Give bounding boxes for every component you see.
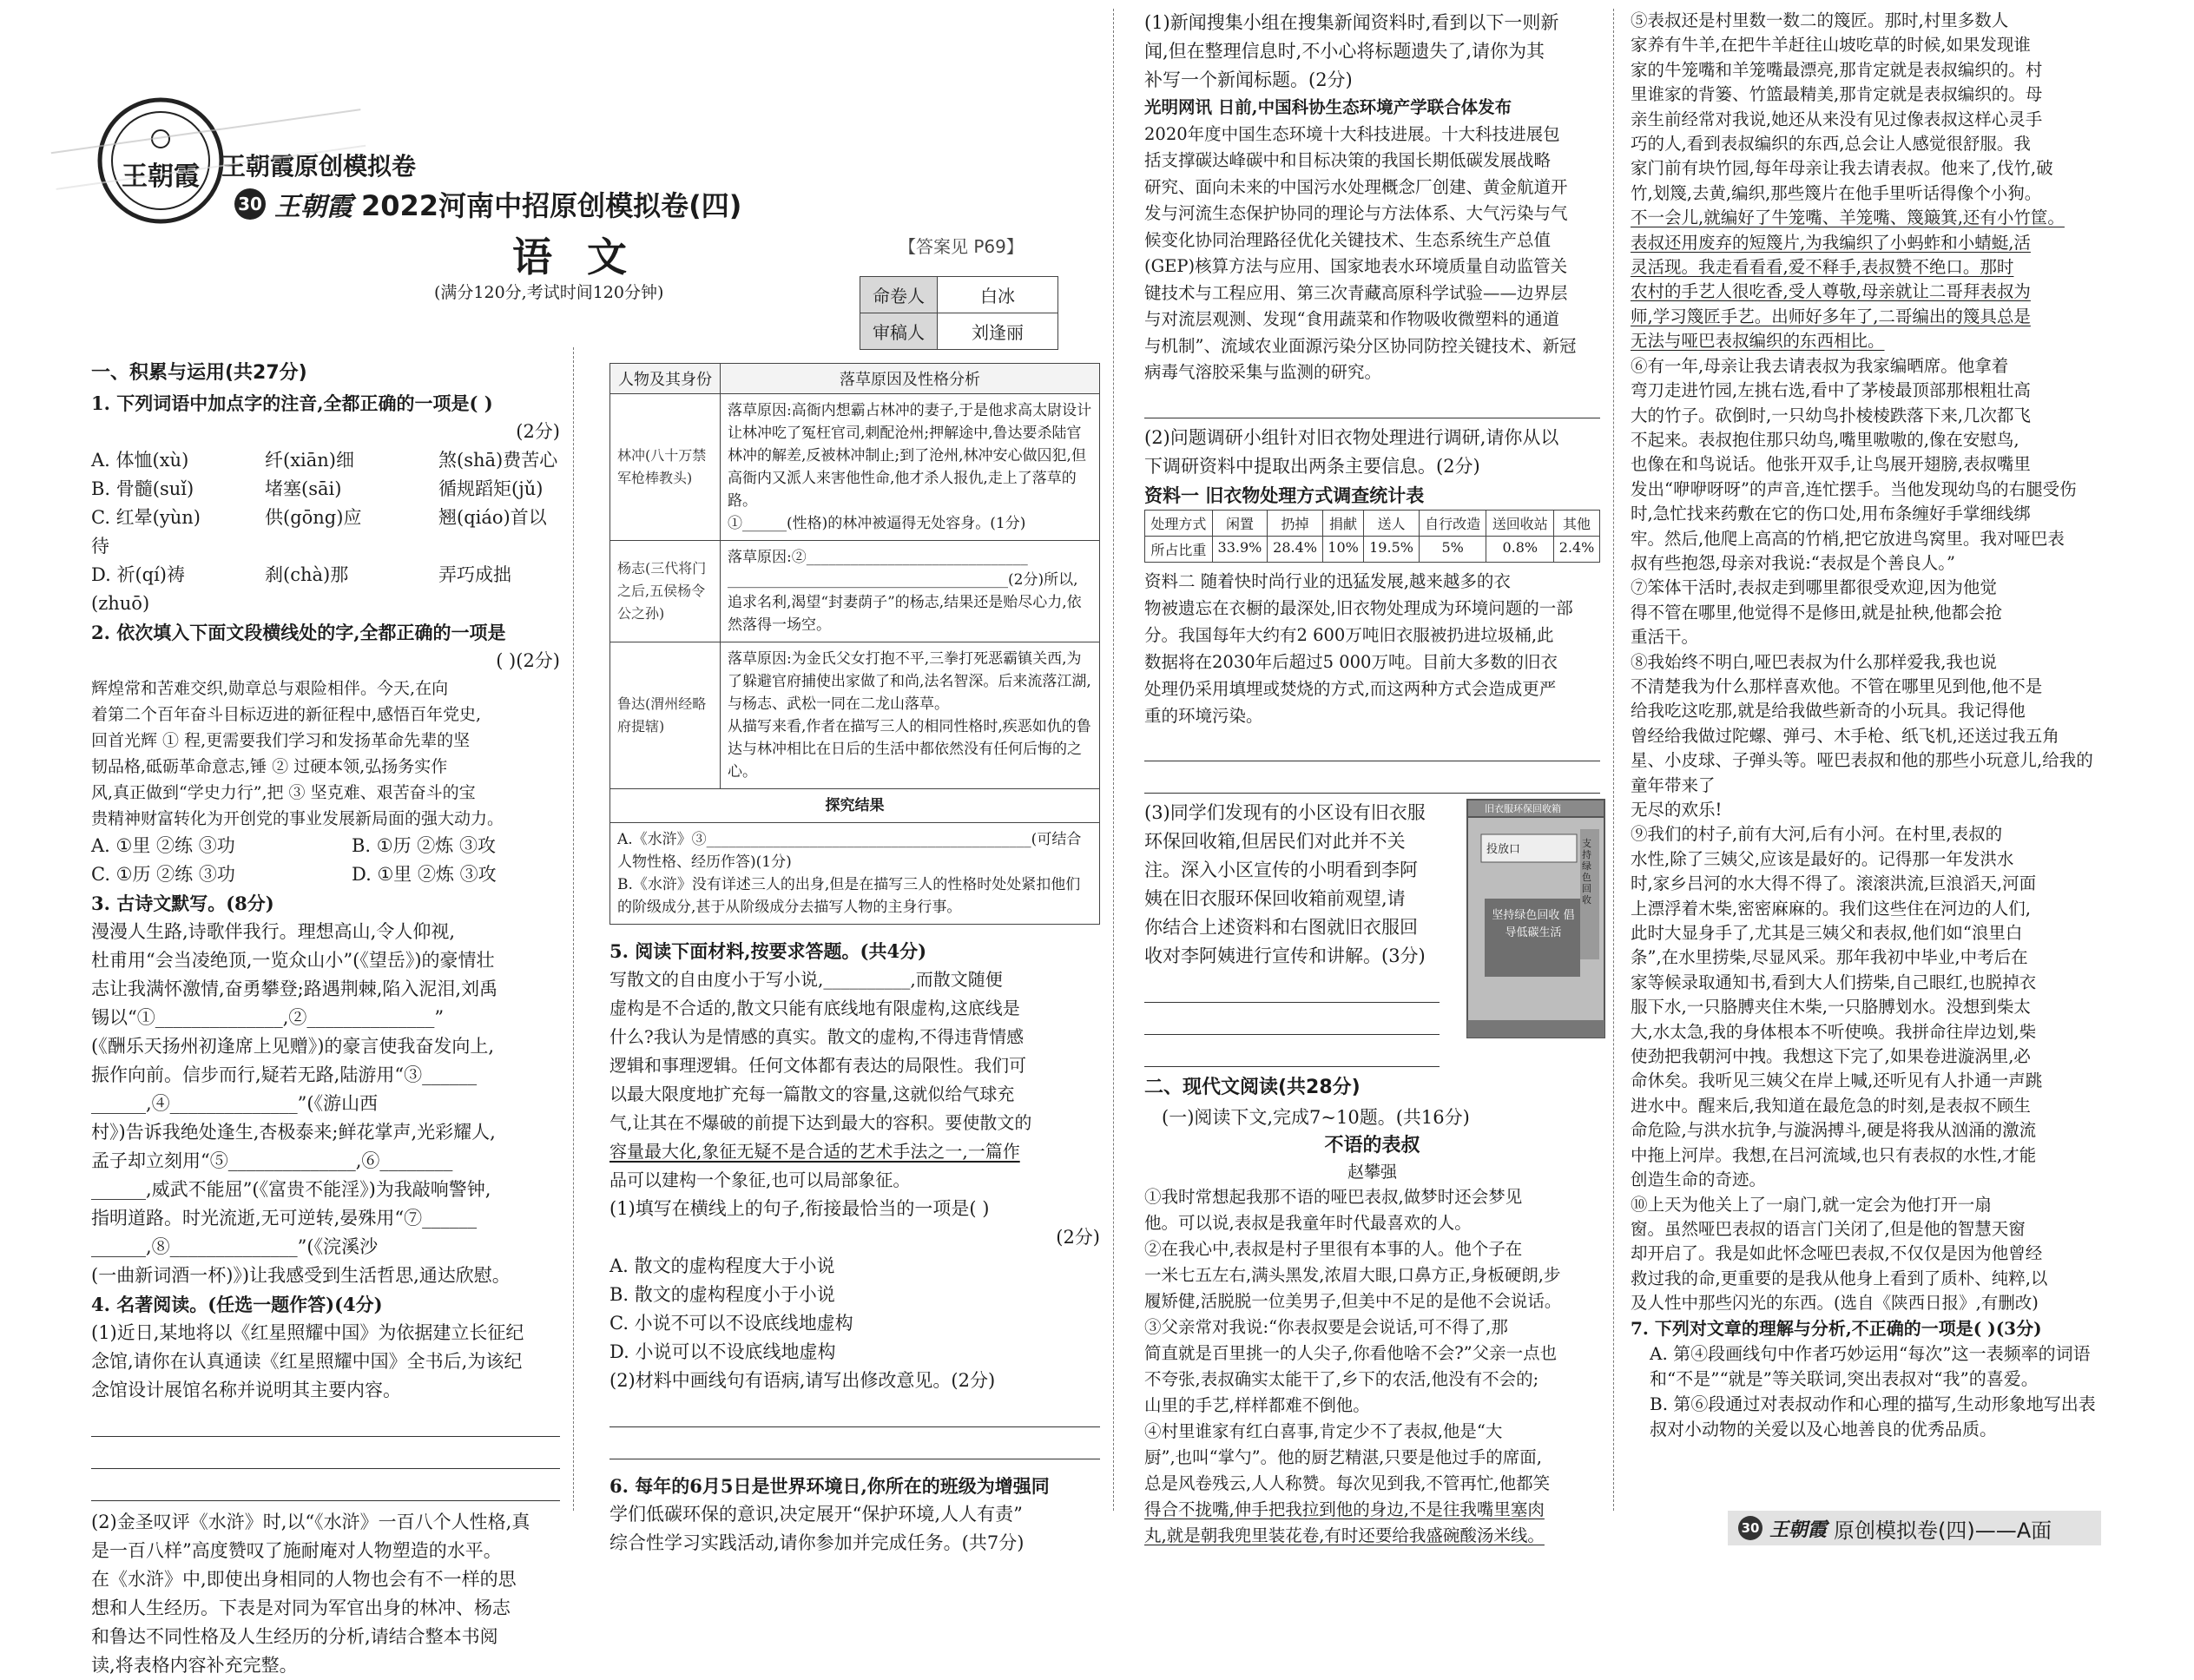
brand-mark: 王朝霞 <box>274 192 352 222</box>
bin-side-label: 支持绿色回收 <box>1582 838 1591 906</box>
footer-text: 原创模拟卷(四)——A面 <box>1834 1518 2052 1543</box>
question-line: (3)同学们发现有的小区设有旧衣服 <box>1144 801 1426 823</box>
story-line-underlined: 农村的手艺人很吃香,受人尊敬,母亲就让二哥拜表叔为 <box>1631 281 2031 302</box>
story-line: 却开启了。我是如此怀念哑巴表叔,不仅仅是因为他曾经 <box>1631 1243 2043 1264</box>
survey-cell: 19.5% <box>1364 536 1420 562</box>
question-line: 学们低碳环保的意识,决定展开“保护环境,人人有责” <box>609 1504 1023 1525</box>
q1-option-word: 堵塞(sāi) <box>265 478 342 499</box>
bin-slot-label: 投放口 <box>1486 843 1521 856</box>
subject-title: 语 文 <box>512 234 638 280</box>
passage-line: 写散文的自由度小于写小说,__________,而散文随便 <box>609 969 1003 990</box>
survey-header: 其他 <box>1554 510 1600 536</box>
reason-text: 从描写来看,作者在描写三人的相同性格时,疾恶如仇的鲁达与林冲相比在日后的生活中都依然没有任何后悔的之心。 <box>728 718 1091 781</box>
question-line: 收对李阿姨进行宣传和讲解。(3分) <box>1144 945 1426 966</box>
story-line: 无尽的欢乐! <box>1631 800 1723 820</box>
story-line: ④村里谁家有红白喜事,肯定少不了表叔,他是“大 <box>1144 1420 1503 1441</box>
q2-option-d[interactable]: D. ①里 ②炼 ③攻 <box>352 864 497 885</box>
q1-stem: 1. 下列词语中加点字的注音,全都正确的一项是( ) <box>91 392 493 414</box>
story-title: 不语的表叔 <box>1324 1134 1420 1156</box>
story-line: 亲生前经常对我说,她还从来没有见过像表叔这样心灵手 <box>1631 109 2043 129</box>
column-divider-3 <box>1613 9 1614 1511</box>
answer-line[interactable] <box>91 1474 560 1501</box>
story-line: 巧的人,看到表叔编织的东西,总会让人感觉很舒服。我 <box>1631 134 2031 155</box>
story-line: ⑦笨体干活时,表叔走到哪里都很受欢迎,因为他觉 <box>1631 577 1997 598</box>
reason-text: 落草原因:为金氏父女打抱不平,三拳打死恶霸镇关西,为了躲避官府捕使出家做了和尚,法名智深。后来流落江湖,与杨志、武松一同在二龙山落草。 <box>728 650 1091 713</box>
survey-cell: 0.8% <box>1486 536 1554 562</box>
story-line: 使劲把我朝河中拽。我想这下完了,如果卷进漩涡里,必 <box>1631 1046 2031 1067</box>
passage-line: 贵精神财富转化为开创党的事业发展新局面的强大动力。 <box>91 809 504 828</box>
story-line: ③父亲常对我说:“你表叔要是会说话,可不得了,那 <box>1144 1316 1508 1337</box>
table-row <box>610 394 1100 541</box>
story-line: ⑤表叔还是村里数一数二的篾匠。那时,村里多数人 <box>1631 10 2009 30</box>
question-line: (2)问题调研小组针对旧衣物处理进行调研,请你从以 <box>1144 426 1559 448</box>
survey-header: 送人 <box>1364 510 1420 536</box>
survey-cell: 28.4% <box>1268 536 1323 562</box>
character-name: 林冲(八十万禁军枪棒教头) <box>610 394 721 541</box>
story-line-underlined: 灵活现。我走看看看,爱不释手,表叔赞不绝口。那时 <box>1631 257 2014 278</box>
story-part2 <box>1631 9 2099 1316</box>
fill-blank-line[interactable]: ______,⑧______________”(《浣溪沙 <box>91 1236 379 1257</box>
q7-option-b[interactable]: B. 第⑥段通过对表叔动作和心理的描写,生动形象地写出表叔对小动物的关爱以及心地善良的优秀品质。 <box>1650 1393 2096 1440</box>
section-2-heading: 二、现代文阅读(共28分) <box>1144 1076 1361 1098</box>
story-line: 大,水太急,我的身体根本不听使唤。我拼命往岸边划,柴 <box>1631 1021 2037 1042</box>
question-line: (1)近日,某地将以《红星照耀中国》为依据建立长征纪 <box>91 1322 524 1343</box>
footer-brand: 王朝霞 <box>1769 1518 1828 1541</box>
q4-part1 <box>91 1319 560 1405</box>
passage-line: 辉煌常和苦难交织,勋章总与艰险相伴。今天,在向 <box>91 679 449 698</box>
column-3 <box>1144 9 1600 1549</box>
survey-table <box>1144 510 1600 563</box>
survey-header: 送回收站 <box>1486 510 1554 536</box>
q1-option-word: 刹(chà)那 <box>265 564 349 585</box>
question-line: 6. 每年的6月5日是世界环境日,你所在的班级为增强同 <box>609 1475 1050 1497</box>
question-line: 想和人生经历。下表是对同为军官出身的林冲、杨志 <box>91 1598 511 1618</box>
survey-header: 处理方式 <box>1145 510 1213 536</box>
passage-line: 杜甫用“会当凌绝顶,一览众山小”(《望岳》)的豪情壮 <box>91 950 495 971</box>
question-line: 综合性学习实践活动,请你参加并完成任务。(共7分) <box>609 1532 1025 1553</box>
passage-line: (一曲新词酒一杯)》)让我感受到生活哲思,通达欣慰。 <box>91 1265 511 1286</box>
story-line: 救过我的命,更重要的是我从他身上看到了质朴、纯粹,以 <box>1631 1268 2048 1288</box>
story-line: 大的竹子。砍倒时,一只幼鸟扑棱棱跌落下来,几次都飞 <box>1631 405 2031 425</box>
subsection-heading: (一)阅读下文,完成7~10题。(共16分) <box>1162 1106 1470 1128</box>
section-1-heading: 一、积累与运用(共27分) <box>91 362 307 384</box>
answer-line[interactable] <box>609 1400 1100 1427</box>
question-line: 补写一个新闻标题。(2分) <box>1144 69 1353 90</box>
news-line: 光明网讯 日前,中国科协生态环境产学联合体发布 <box>1144 97 1512 117</box>
q4-stem: 4. 名著阅读。(任选一题作答)(4分) <box>91 1294 383 1315</box>
exam-title-line <box>234 184 741 224</box>
story-line: 及人性中那些闪光的东西。(选自《陕西日报》,有删改) <box>1631 1293 2039 1314</box>
result-title: 探究结果 <box>610 789 1100 823</box>
question-line: (1)新闻搜集小组在搜集新闻资料时,看到以下一则新 <box>1144 12 1559 33</box>
q7-option-a[interactable]: A. 第④段画线句中作者巧妙运用“每次”这一表频率的词语和“不是”“就是”等关联词,突出表叔对“我”的喜爱。 <box>1650 1342 2091 1389</box>
story-line: 上漂浮着木柴,密密麻麻的。我们这些住在河边的人们, <box>1631 898 2031 919</box>
survey-cell: 所占比重 <box>1145 536 1213 562</box>
q2-score: ( )(2分) <box>496 650 560 671</box>
story-line: 服下水,一只胳膊夹住木柴,一只胳膊划水。没想到柴太 <box>1631 997 2031 1018</box>
question-line: 闻,但在整理信息时,不小心将标题遗失了,请你为其 <box>1144 41 1545 62</box>
q1-option-word: 煞(shā)费苦心 <box>438 450 558 471</box>
q1-option-word: 弄巧成拙(zhuō) <box>91 564 511 614</box>
news-line: 键技术与工程应用、第三次青藏高原科学试验——边界层 <box>1144 282 1568 303</box>
story-line: 简直就是百里挑一的人尖子,你看他啥不会?”父亲一点也 <box>1144 1342 1558 1363</box>
question-line: 念馆设计展馆名称并说明其主要内容。 <box>91 1380 401 1400</box>
story-line: 里谁家的背篓、竹篮最精美,那肯定就是表叔编织的。母 <box>1631 84 2043 105</box>
passage-line: 品可以建构一个象征,也可以局部象征。 <box>609 1169 911 1190</box>
q5-option-b[interactable]: B. 散文的虚构程度小于小说 <box>609 1284 835 1305</box>
story-line: 不起来。表叔抱住那只幼鸟,嘴里嗷嗷的,像在安慰鸟, <box>1631 429 2019 450</box>
story-line: 时,急忙找来药敷在它的伤口处,用布条缠好手掌细线绑 <box>1631 504 2031 524</box>
passage-line: 村》)告诉我绝处逢生,杏极泰来;鲜花掌声,光彩耀人, <box>91 1122 496 1143</box>
material-2 <box>1144 568 1600 729</box>
news-line: 研究、面向未来的中国污水处理概念厂创建、黄金航道开 <box>1144 176 1568 197</box>
story-line: 命休矣。我听见三姨父在岸上喊,还听见有人扑通一声跳 <box>1631 1071 2043 1091</box>
q2-option-a[interactable]: A. ①里 ②练 ③功 <box>91 835 235 856</box>
q5-option-d[interactable]: D. 小说可以不设底线地虚构 <box>609 1341 836 1362</box>
fill-blank-line[interactable]: ______,④______________”(《游山西 <box>91 1093 379 1114</box>
news-line: 2020年度中国生态环境十大科技进展。十大科技进展包 <box>1144 123 1560 144</box>
question-line: 你结合上述资料和右图就旧衣服回 <box>1144 916 1418 938</box>
bin-main-label: 坚持绿色回收 倡导低碳生活 <box>1492 909 1575 939</box>
material-line: 重的环境污染。 <box>1144 705 1263 726</box>
q2-stem: 2. 依次填入下面文段横线处的字,全都正确的一项是 <box>91 622 506 643</box>
q6-2 <box>1144 424 1600 481</box>
fill-blank[interactable]: A.《水浒》③____________________________________________(可结合人物性格、经历作答)(1分) <box>617 831 1082 871</box>
passage-line: 气,让其在不爆破的前提下达到最大的容积。要使散文的 <box>609 1112 1032 1133</box>
answer-line[interactable] <box>1144 1040 1440 1067</box>
question-line: 姨在旧衣服环保回收箱前观望,请 <box>1144 887 1406 909</box>
q6-3 <box>1144 799 1435 971</box>
q1-option[interactable]: C. 红晕(yùn) <box>91 507 201 528</box>
setter-label: 命卷人 <box>860 277 938 313</box>
q1-option[interactable]: D. 祈(qí)祷 <box>91 564 185 585</box>
story-line: 厨”,也叫“掌勺”。他的厨艺精湛,只要是他过手的席面, <box>1144 1446 1543 1467</box>
story-line-underlined: 得合不拢嘴,伸手把我拉到他的身边,不是往我嘴里塞肉 <box>1144 1499 1545 1519</box>
q1-option-word: 供(gōng)应 <box>265 507 362 528</box>
setter-name: 白冰 <box>938 277 1058 313</box>
series-logo: 王朝霞原创模拟卷 <box>221 152 417 181</box>
exam-number-badge: 30 <box>234 188 266 220</box>
survey-cell: 33.9% <box>1212 536 1268 562</box>
answer-ref: 【答案见 P69】 <box>899 236 1024 257</box>
staff-table <box>860 276 1058 350</box>
news-line: 发与河流生态保护协同的理论与方法体系、大气污染与气 <box>1144 203 1568 223</box>
material-1-title: 资料一 旧衣物处理方式调查统计表 <box>1144 484 1425 506</box>
story-line: 不清楚我为什么那样喜欢他。不管在哪里见到他,他不是 <box>1631 675 2043 696</box>
exam-info: (满分120分,考试时间120分钟) <box>434 283 664 302</box>
column-1 <box>91 358 560 1680</box>
exam-title: 2022河南中招原创模拟卷(四) <box>361 189 742 222</box>
q7-stem: 7. 下列对文章的理解与分析,不正确的一项是( )(3分) <box>1631 1317 2042 1339</box>
survey-cell: 5% <box>1419 536 1486 562</box>
passage-line: (《酬乐天扬州初逢席上见赠》)的豪言使我奋发向上, <box>91 1036 495 1057</box>
character-name: 杨志(三代将门之后,五侯杨令公之孙) <box>610 541 721 642</box>
column-divider-2 <box>1113 9 1114 1511</box>
answer-line[interactable] <box>91 1410 560 1437</box>
story-line: 总是风卷残云,人人称赞。每次见到我,不管再忙,他都笑 <box>1144 1472 1551 1493</box>
news-line: 病毒气溶胶采集与监测的研究。 <box>1144 362 1382 382</box>
story-line: 窗。虽然哑巴表叔的语言门关闭了,但是他的智慧天窗 <box>1631 1218 2026 1239</box>
answer-line[interactable] <box>1144 392 1600 418</box>
question-line: 下调研资料中提取出两条主要信息。(2分) <box>1144 455 1480 477</box>
story-line: 水性,除了三姨父,应该是最好的。记得那一年发洪水 <box>1631 848 2014 869</box>
story-line: 履矫健,活脱脱一位美男子,但美中不足的是他不会说话。 <box>1144 1290 1562 1311</box>
fill-blank-line[interactable]: ______,威武不能屈”(《富贵不能淫》)为我敲响警钟, <box>91 1179 491 1200</box>
question-line: 读,将表格内容补充完整。 <box>91 1655 298 1676</box>
question-line: 注。深入小区宣传的小明看到李阿 <box>1144 859 1418 880</box>
story-line: 家门前有块竹园,每年母亲让我去请表叔。他来了,伐竹,破 <box>1631 158 2053 179</box>
q2-passage <box>91 675 560 832</box>
answer-line[interactable] <box>1144 1008 1440 1035</box>
q2-option-b[interactable]: B. ①历 ②炼 ③攻 <box>352 835 496 856</box>
q5-1-stem: (1)填写在横线上的句子,衔接最恰当的一项是( ) <box>609 1198 990 1219</box>
passage-line: 着第二个百年奋斗目标迈进的新征程中,感悟百年党史, <box>91 705 482 724</box>
story-line: 叔有些抱怨,母亲对我说:“表叔是个善良人。” <box>1631 552 1955 573</box>
q4-part2 <box>91 1508 560 1680</box>
news-line: 括支撑碳达峰碳中和目标决策的我国长期低碳发展战略 <box>1144 150 1552 170</box>
story-line: ①我时常想起我那不语的哑巴表叔,做梦时还会梦见 <box>1144 1186 1523 1207</box>
story-line: ⑩上天为他关上了一扇门,就一定会为他打开一扇 <box>1631 1194 1992 1215</box>
answer-line[interactable] <box>1144 735 1600 761</box>
story-line: 时,家乡吕河的水大得不得了。滚滚洪流,巨浪滔天,河面 <box>1631 873 2037 894</box>
survey-header: 自行改造 <box>1419 510 1486 536</box>
table-header: 落草原因及性格分析 <box>721 364 1100 394</box>
passage-line: 漫漫人生路,诗歌伴我行。理想高山,令人仰视, <box>91 921 456 942</box>
survey-cell: 10% <box>1322 536 1363 562</box>
q5-1-score: (2分) <box>1056 1227 1100 1248</box>
story-line: ⑥有一年,母亲让我去请表叔为我家编晒席。他拿着 <box>1631 355 2009 376</box>
q5-option-a[interactable]: A. 散文的虚构程度大于小说 <box>609 1255 835 1276</box>
story-line: ②在我心中,表叔是村子里很有本事的人。他个子在 <box>1144 1238 1523 1259</box>
news-passage <box>1144 95 1600 386</box>
story-line: 创造生命的奇迹。 <box>1631 1169 1767 1190</box>
q6-1 <box>1144 9 1600 95</box>
story-part1 <box>1144 1184 1600 1549</box>
story-line: 命危险,与洪水抗争,与漩涡搏斗,硬是将我从汹涌的激流 <box>1631 1120 2037 1141</box>
news-line: 与对流层观测、发现“食用蔬菜和作物吸收微塑料的通道 <box>1144 309 1559 329</box>
story-line: 家养有牛羊,在把牛羊赶往山坡吃草的时候,如果发现谁 <box>1631 35 2031 56</box>
reason-text: 落草原因:高衙内想霸占林冲的妻子,于是他求高太尉设计让林冲吃了冤枉官司,刺配沧州;押解途中,鲁达要杀陆官林冲的解差,反被林冲制止;到了沧州,林冲安心做囚犯,但高衙内又派人来害他性命,他才杀人报仇,走上了落草的路。 <box>728 402 1092 510</box>
q1-option-word: 循规蹈矩(jǔ) <box>438 478 544 499</box>
column-4 <box>1631 9 2099 1442</box>
story-line: 一米七五左右,满头黑发,浓眉大眼,口鼻方正,身板硬朗,步 <box>1144 1264 1561 1285</box>
story-line: 牢。然后,他爬上高高的竹梢,把它放进鸟窝里。我对哑巴表 <box>1631 528 2065 549</box>
q1-option-word: 纤(xiān)细 <box>265 450 354 471</box>
story-line: 他。可以说,表叔是我童年时代最喜欢的人。 <box>1144 1212 1472 1233</box>
column-2 <box>609 363 1100 1558</box>
question-line: 是一百八样”高度赞叹了施耐庵对人物塑造的水平。 <box>91 1540 502 1561</box>
page-footer <box>1728 1511 2101 1545</box>
survey-header: 扔掉 <box>1268 510 1323 536</box>
story-line: 山里的手艺,样样都难不倒他。 <box>1144 1394 1370 1415</box>
news-line: 与机制”、流域农业面源污染分区协同防控关键技术、新冠 <box>1144 335 1577 356</box>
answer-line[interactable] <box>609 1433 1100 1459</box>
story-line: 星、小皮球、子弹头等。哑巴表叔和他的那些小玩意儿,给我的童年带来了 <box>1631 750 2093 795</box>
q5-stem: 5. 阅读下面材料,按要求答题。(共4分) <box>609 940 927 962</box>
fill-blank-line[interactable]: 锡以“①______________,②______________” <box>91 1007 445 1028</box>
passage-line: 容量最大化,象征无疑不是合适的艺术手法之一,一篇作 <box>609 1141 1020 1162</box>
survey-header: 闲置 <box>1212 510 1268 536</box>
q1-option[interactable]: A. 体恤(xù) <box>91 450 189 471</box>
table-header: 人物及其身份 <box>610 364 721 394</box>
story-line: 也像在和鸟说话。他张开双手,让鸟展开翅膀,表叔嘴里 <box>1631 454 2031 475</box>
fill-blank-line[interactable]: 振作向前。信步而行,疑若无路,陆游用“③______ <box>91 1064 478 1085</box>
bin-top-label: 旧衣服环保回收箱 <box>1485 803 1561 814</box>
material-line: 处理仍采用填埋或焚烧的方式,而这两种方式会造成更严 <box>1144 678 1557 699</box>
material-line: 数据将在2030年后超过5 000万吨。目前大多数的旧衣 <box>1144 651 1558 672</box>
story-line: 此时大显身手了,尤其是三姨父和表叔,他们如“浪里白 <box>1631 923 2023 944</box>
question-line: 在《水浒》中,即使出身相同的人物也会有不一样的思 <box>91 1569 517 1590</box>
q1-option-word: 翘(qiáo)首以待 <box>91 507 547 557</box>
result-text: B.《水浒》没有详述三人的出身,但是在描写三人的性格时处处紧扣他们的阶级成分,甚于从阶级成分去描写人物的主身行事。 <box>617 876 1081 916</box>
story-line: 进水中。醒来后,我知道在最危急的时刻,是表叔不顾生 <box>1631 1095 2031 1116</box>
q2-option-c[interactable]: C. ①历 ②练 ③功 <box>91 864 235 885</box>
passage-line: 虚构是不合适的,散文只能有底线地有限虚构,这底线是 <box>609 998 1020 1018</box>
story-line-underlined: 不一会儿,就编好了牛笼嘴、羊笼嘴、篾簸箕,还有小竹筐。 <box>1631 208 2065 228</box>
story-line: ⑧我始终不明白,哑巴表叔为什么那样爱我,我也说 <box>1631 651 1997 672</box>
story-line: 重活干。 <box>1631 627 1699 648</box>
reviewer-name: 刘逢丽 <box>938 313 1058 350</box>
reviewer-label: 审稿人 <box>860 313 938 350</box>
story-line: 曾经给我做过陀螺、弹弓、木手枪、纸飞机,还送过我五角 <box>1631 725 2059 746</box>
q5-option-c[interactable]: C. 小说不可以不设底线地虚构 <box>609 1313 853 1334</box>
table-row <box>610 541 1100 642</box>
footer-number-badge: 30 <box>1738 1516 1762 1540</box>
reason-text: ______________________________________(2分)所以,追求名利,渴望“封妻荫子”的杨志,结果还是贻尽心力,依然落得一场空。 <box>728 571 1082 634</box>
survey-header: 捐献 <box>1322 510 1363 536</box>
passage-line: 韧品格,砥砺革命意志,锤 ② 过硬本领,弘扬务实作 <box>91 757 448 776</box>
story-line: 家的牛笼嘴和羊笼嘴最漂亮,那肯定就是表叔编织的。村 <box>1631 59 2043 80</box>
material-line: 资料二 随着快时尚行业的迅猛发展,越来越多的衣 <box>1144 570 1511 591</box>
passage-line: 以最大限度地扩充每一篇散文的容量,这就似给气球充 <box>609 1084 1015 1104</box>
story-author: 赵攀强 <box>1347 1162 1397 1182</box>
material-line: 物被遗忘在衣橱的最深处,旧衣物处理成为环境问题的一部 <box>1144 597 1573 618</box>
fill-blank-line[interactable]: 指明道路。时光流逝,无可逆转,晏殊用“⑦______ <box>91 1208 478 1229</box>
story-line: 发出“咿咿呀呀”的声音,连忙摆手。当他发现幼鸟的右腿受伤 <box>1631 478 2077 499</box>
fill-blank[interactable]: 落草原因:②______________________________ <box>728 549 1028 566</box>
seal-text: 王朝霞 <box>122 161 200 192</box>
story-line: 得不管在哪里,他觉得不是修田,就是扯秧,他都会抢 <box>1631 602 2003 623</box>
news-line: 候变化协同治理路径优化关键技术、生态系统生产总值 <box>1144 229 1552 250</box>
story-line-underlined: 丸,就是朝我兜里装花卷,有时还要给我盛碗酸汤米线。 <box>1144 1525 1545 1545</box>
fill-blank[interactable]: ①______(性格)的林冲被逼得无处容身。(1分) <box>728 515 1026 532</box>
passage-line: 逻辑和事理逻辑。任何文体都有表达的局限性。我们可 <box>609 1055 1026 1076</box>
story-line: 给我吃这吃那,就是给我做些新奇的小玩具。我记得他 <box>1631 701 2026 721</box>
answer-line[interactable] <box>91 1442 560 1469</box>
q3-stem: 3. 古诗文默写。(8分) <box>91 893 274 914</box>
story-line-underlined: 无法与哑巴表叔编织的东西相比。 <box>1631 331 1885 352</box>
survey-cell: 2.4% <box>1554 536 1600 562</box>
question-line: (2)金圣叹评《水浒》时,以“《水浒》一百八个人性格,真 <box>91 1512 530 1532</box>
question-line: 环保回收箱,但居民们对此并不关 <box>1144 830 1406 852</box>
story-line: 家等候录取通知书,看到大人们捞柴,自己眼红,也脱掉衣 <box>1631 972 2037 992</box>
passage-line: 风,真正做到“学史力行”,把 ③ 坚克难、艰苦奋斗的宝 <box>91 783 476 802</box>
question-line: 念馆,请你在认真通读《红星照耀中国》全书后,为该纪 <box>91 1351 523 1372</box>
q3-passage <box>91 918 560 1290</box>
character-name: 鲁达(渭州经略府提辖) <box>610 642 721 789</box>
q5-passage <box>609 965 1100 1195</box>
q6-stem <box>609 1472 1100 1558</box>
story-line: 不夸张,表叔确实太能干了,乡下的农活,他没有不会的; <box>1144 1368 1539 1389</box>
answer-line[interactable] <box>1144 767 1600 794</box>
fill-blank-line[interactable]: 孟子却立刻用“⑤______________,⑥________ <box>91 1150 453 1171</box>
passage-line: 什么?我认为是情感的真实。散文的虚构,不得违背情感 <box>609 1026 1025 1047</box>
q1-option[interactable]: B. 骨髓(suǐ) <box>91 478 194 499</box>
story-line: 条”,在水里捞柴,尽显风采。那年我初中毕业,中考后在 <box>1631 947 2028 968</box>
table-row <box>610 642 1100 789</box>
news-line: (GEP)核算方法与应用、国家地表水环境质量自动监管关 <box>1144 256 1568 276</box>
shuihu-analysis-table <box>609 363 1100 925</box>
story-line: 竹,划篾,去黄,编织,那些篾片在他手里听话得像个小狗。 <box>1631 182 2042 203</box>
passage-line: 回首光辉 ① 程,更需要我们学习和发扬革命先辈的坚 <box>91 731 471 750</box>
story-line-underlined: 表叔还用废弃的短篾片,为我编织了小蚂蚱和小蜻蜓,活 <box>1631 232 2031 253</box>
q1-score: (2分) <box>516 421 560 442</box>
story-line: 中拖上河岸。我想,在吕河流域,也只有表叔的水性,才能 <box>1631 1144 2037 1165</box>
clothes-recycling-bin-illustration <box>1459 794 1613 1046</box>
passage-line: 志让我满怀激情,奋勇攀登;路遇荆棘,陷入泥泪,刘禹 <box>91 978 498 999</box>
question-line: 和鲁达不同性格及人生经历的分析,请结合整本书阅 <box>91 1626 498 1647</box>
q5-2-stem: (2)材料中画线句有语病,请写出修改意见。(2分) <box>609 1370 996 1391</box>
story-line-underlined: 师,学习篾匠手艺。出师好多年了,二哥编出的篾具总是 <box>1631 306 2031 326</box>
q1-options <box>91 446 560 618</box>
column-divider-1 <box>573 347 574 1511</box>
story-line: 弯刀走进竹园,左挑右选,看中了茅棱最顶部那根粗壮高 <box>1631 380 2031 401</box>
answer-line[interactable] <box>1144 976 1440 1003</box>
story-line: ⑨我们的村子,前有大河,后有小河。在村里,表叔的 <box>1631 824 2003 845</box>
material-line: 分。我国每年大约有2 600万吨旧衣服被扔进垃圾桶,此 <box>1144 624 1554 645</box>
